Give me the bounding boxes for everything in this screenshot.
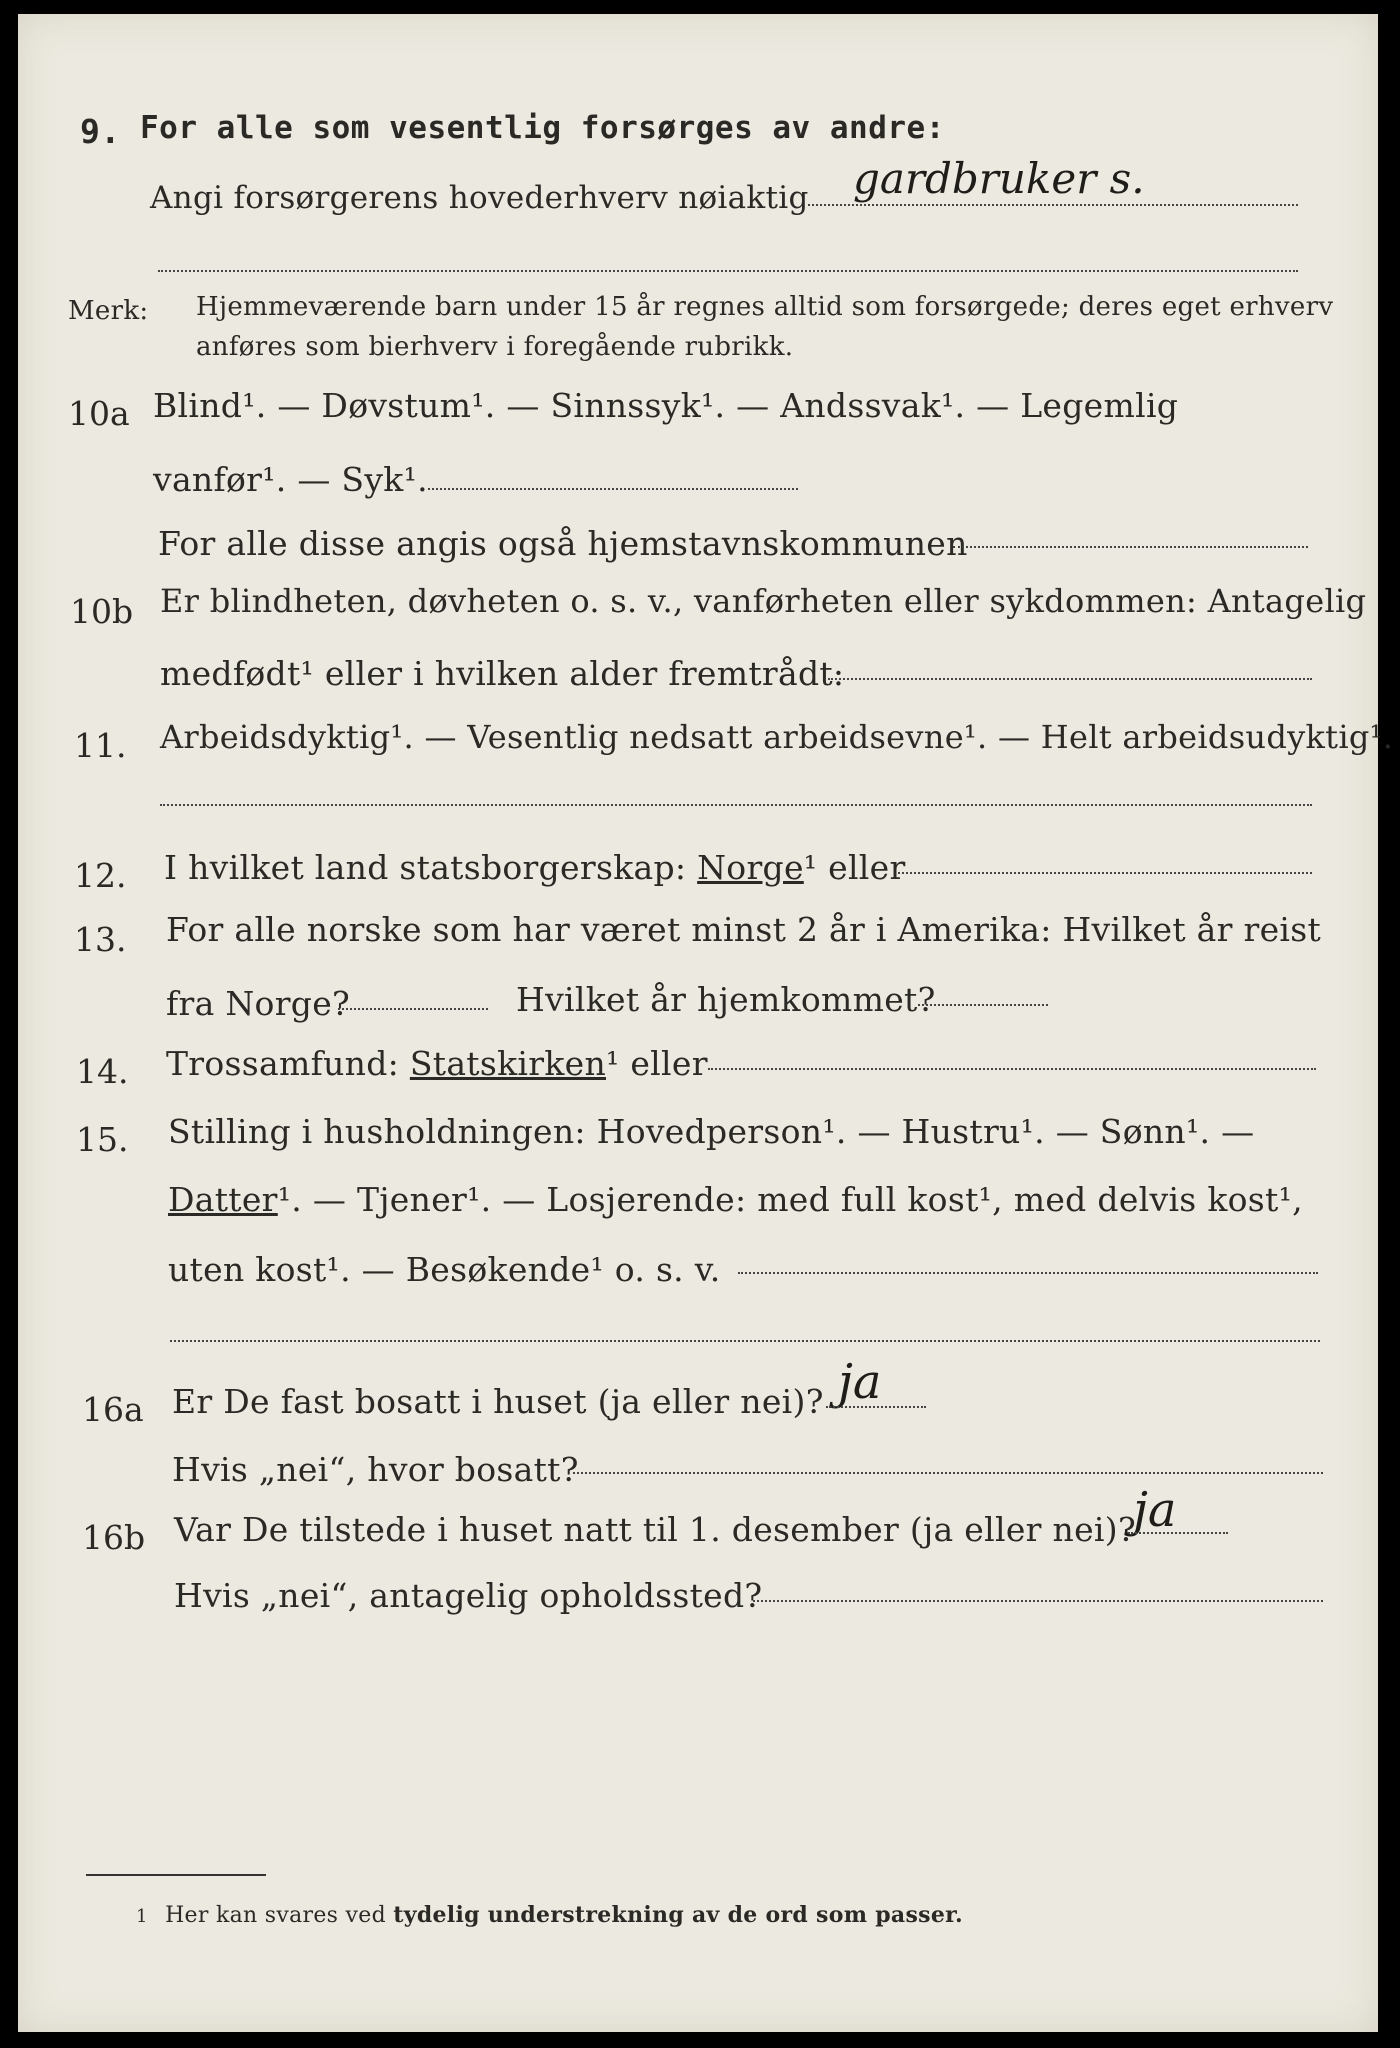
q10a-hjemstavn-line bbox=[953, 546, 1308, 548]
q14-number: 14. bbox=[76, 1052, 129, 1091]
q12-answer-line bbox=[898, 872, 1312, 874]
q10a-line-3: For alle disse angis også hjemstavnskommunen bbox=[158, 524, 968, 563]
q13-line-2a: fra Norge? bbox=[166, 984, 351, 1023]
q14-text-before: Trossamfund: bbox=[166, 1044, 400, 1083]
q16a-bosatt-line bbox=[573, 1472, 1323, 1474]
q13-reist-line bbox=[338, 1008, 488, 1010]
q10b-line-1: Er blindheten, døvheten o. s. v., vanførheten eller sykdommen: Antagelig bbox=[160, 582, 1367, 620]
q12-number: 12. bbox=[74, 856, 127, 895]
q9-answer[interactable]: gardbruker s. bbox=[853, 154, 1145, 203]
q12-text-before: I hvilket land statsborgerskap: bbox=[164, 848, 687, 887]
q12-text-after: ¹ eller bbox=[803, 848, 906, 887]
q14-line bbox=[166, 1044, 708, 1083]
q15-line-2 bbox=[168, 1180, 1303, 1219]
q12-line bbox=[164, 848, 906, 887]
q16a-answer[interactable]: ja bbox=[838, 1354, 882, 1410]
q16b-answer-line bbox=[1128, 1532, 1228, 1534]
q10a-number: 10a bbox=[68, 394, 130, 433]
q10a-line-2: vanfør¹. — Syk¹. bbox=[153, 460, 428, 499]
q9-number: 9. bbox=[80, 112, 121, 151]
footnote-text-bold: tydelig understrekning av de ord som passer. bbox=[393, 1902, 963, 1928]
q11-answer-line bbox=[160, 804, 1312, 806]
q14-option-statskirken[interactable]: Statskirken bbox=[409, 1044, 607, 1083]
footnote-mark: 1 bbox=[136, 1906, 148, 1927]
merk-line-2: anføres som bierhverv i foregående rubrikk. bbox=[196, 332, 794, 362]
q15-line-1: Stilling i husholdningen: Hovedperson¹. — Hustru¹. — Sønn¹. — bbox=[168, 1112, 1255, 1151]
q14-text-after: ¹ eller bbox=[606, 1044, 708, 1083]
q16a-answer-line bbox=[826, 1406, 926, 1408]
q16b-line-1: Var De tilstede i huset natt til 1. desember (ja eller nei)? bbox=[174, 1510, 1136, 1549]
q13-line-1: For alle norske som har været minst 2 år i Amerika: Hvilket år reist bbox=[166, 910, 1322, 949]
q15-number: 15. bbox=[76, 1120, 129, 1159]
q9-heading: For alle som vesentlig forsørges av andre: bbox=[140, 110, 945, 146]
q16a-line-1: Er De fast bosatt i huset (ja eller nei)? bbox=[172, 1382, 824, 1421]
q15-line-3: uten kost¹. — Besøkende¹ o. s. v. bbox=[168, 1250, 721, 1289]
census-form-page bbox=[18, 14, 1394, 2032]
q15-extra-line bbox=[170, 1340, 1320, 1342]
q16b-opholdssted-line bbox=[753, 1600, 1323, 1602]
footnote-text-before: Her kan svares ved bbox=[165, 1903, 386, 1928]
q13-number: 13. bbox=[74, 920, 127, 959]
q9-answer-line bbox=[808, 204, 1298, 206]
q12-option-norge[interactable]: Norge bbox=[697, 848, 804, 887]
q11-line-1: Arbeidsdyktig¹. — Vesentlig nedsatt arbeidsevne¹. — Helt arbeidsudyktig¹. bbox=[160, 718, 1394, 756]
q10a-answer-line bbox=[428, 488, 798, 490]
q10b-answer-line bbox=[828, 678, 1312, 680]
footnote-rule bbox=[86, 1874, 266, 1876]
q16b-number: 16b bbox=[82, 1518, 146, 1557]
q11-number: 11. bbox=[74, 726, 127, 765]
footnote bbox=[136, 1902, 963, 1928]
merk-line-1: Hjemmeværende barn under 15 år regnes alltid som forsørgede; deres eget erhverv bbox=[196, 292, 1334, 322]
q9-extra-line bbox=[158, 270, 1298, 272]
q16a-line-2: Hvis „nei“, hvor bosatt? bbox=[172, 1450, 579, 1489]
q16a-number: 16a bbox=[82, 1390, 144, 1429]
q13-line-2b: Hvilket år hjemkommet? bbox=[516, 980, 936, 1019]
q10a-line-1: Blind¹. — Døvstum¹. — Sinnssyk¹. — Andssvak¹. — Legemlig bbox=[153, 386, 1179, 425]
q13-hjemkommet-line bbox=[918, 1004, 1048, 1006]
q16b-answer[interactable]: ja bbox=[1133, 1482, 1177, 1538]
merk-label: Merk: bbox=[68, 296, 149, 326]
q14-answer-line bbox=[708, 1068, 1316, 1070]
q10b-number: 10b bbox=[70, 592, 134, 631]
q16b-line-2: Hvis „nei“, antagelig opholdssted? bbox=[174, 1576, 763, 1615]
q10b-line-2: medfødt¹ eller i hvilken alder fremtrådt: bbox=[160, 654, 845, 693]
q9-prompt: Angi forsørgerens hovederhverv nøiaktig bbox=[150, 180, 809, 216]
q15-option-datter[interactable]: Datter bbox=[168, 1180, 278, 1219]
q15-line-2-rest: ¹. — Tjener¹. — Losjerende: med full kost¹, med delvis kost¹, bbox=[277, 1180, 1303, 1219]
q15-answer-line bbox=[738, 1272, 1318, 1274]
